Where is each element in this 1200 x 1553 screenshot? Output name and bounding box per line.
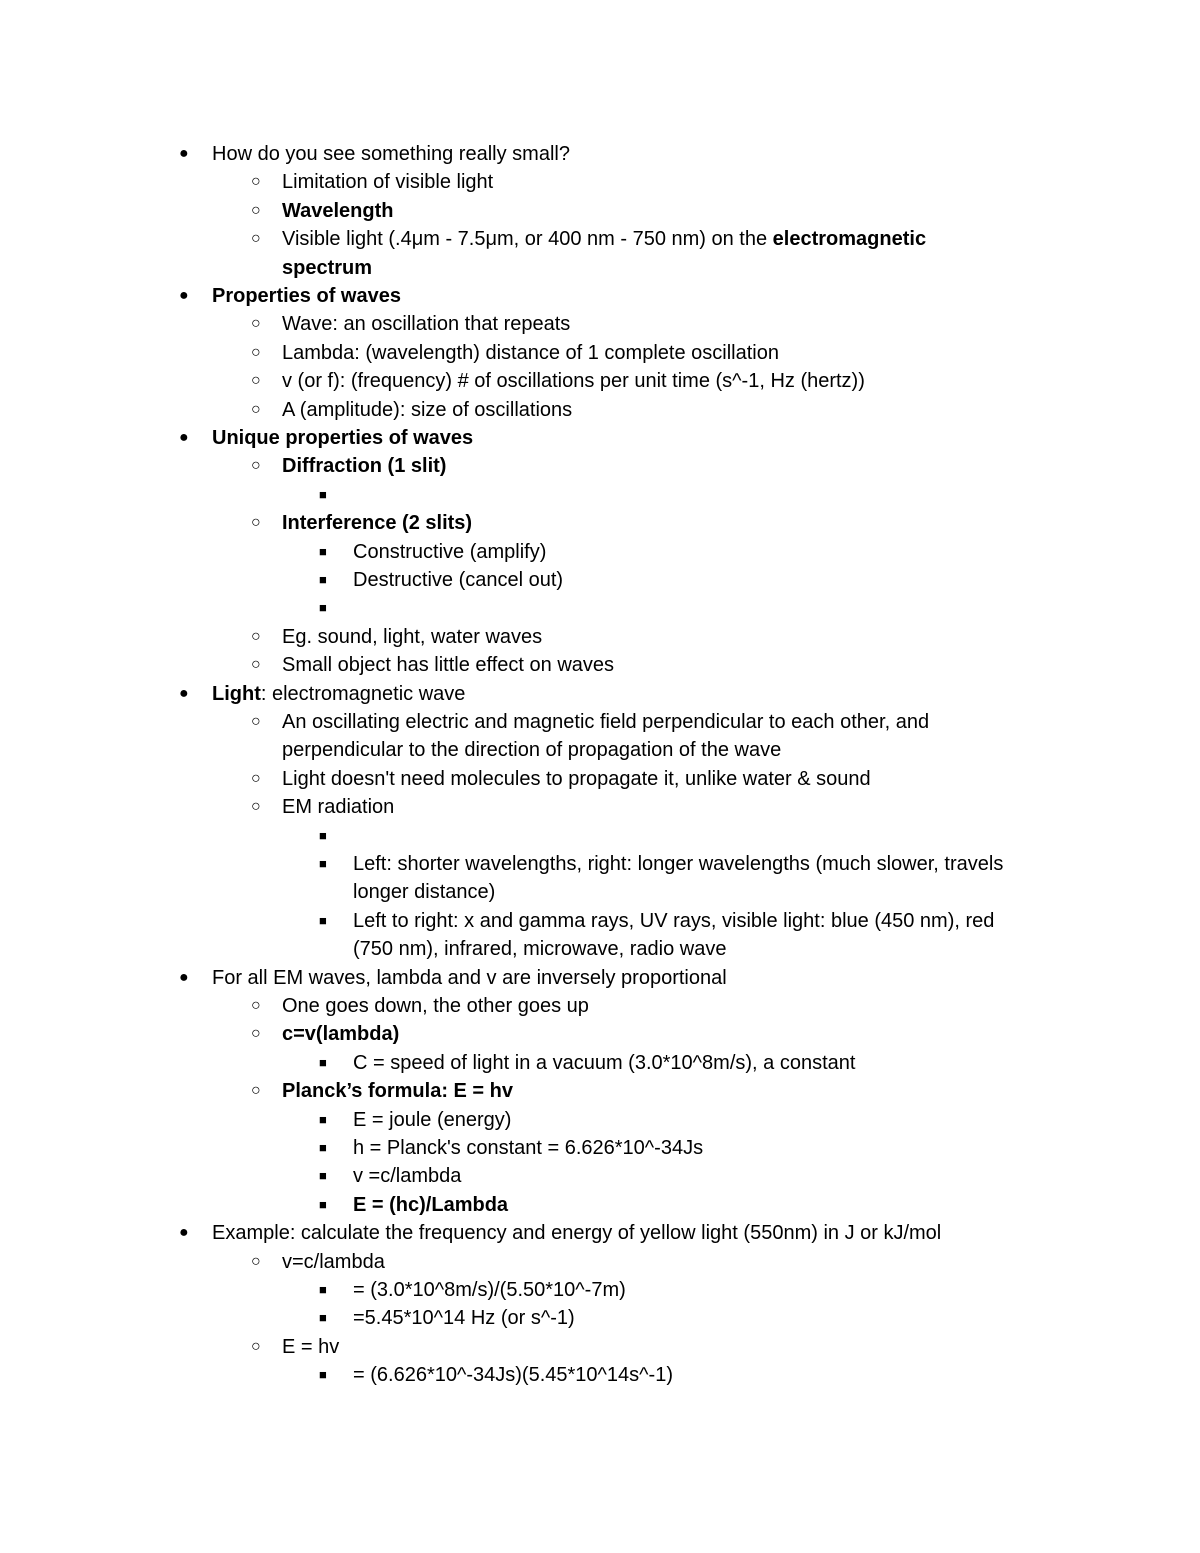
bullet-icon: ■ <box>319 1168 327 1184</box>
list-item <box>251 1020 400 1048</box>
list-item <box>251 310 571 338</box>
bold-text: Planck’s formula: E = hv <box>282 1080 514 1103</box>
text: v =c/lambda <box>353 1165 462 1188</box>
bullet-icon: ■ <box>319 543 327 559</box>
bullet-icon: ○ <box>251 627 261 645</box>
list-item <box>179 680 466 708</box>
bullet-icon: ■ <box>319 856 327 871</box>
bullet-icon: ■ <box>319 1111 327 1127</box>
text: How do you see something really small? <box>212 143 570 165</box>
list-item <box>251 168 494 196</box>
bullet-icon: ■ <box>319 1282 327 1297</box>
bold-text: Unique properties of waves <box>212 427 474 449</box>
list-item <box>319 566 564 594</box>
text: An oscillating electric and magnetic field perpendicular to each other, and <box>282 711 930 733</box>
list-item <box>319 1049 856 1077</box>
text: =5.45*10^14 Hz (or s^-1) <box>353 1307 575 1330</box>
bullet-icon: ● <box>179 287 189 304</box>
text: Left to right: x and gamma rays, UV rays, visible light: blue (450 nm), red <box>353 909 995 932</box>
list-item <box>251 225 927 253</box>
text: = (3.0*10^8m/s)/(5.50*10^-7m) <box>353 1279 626 1301</box>
text: One goes down, the other goes up <box>282 995 589 1017</box>
bullet-icon: ○ <box>251 997 261 1014</box>
text: C = speed of light in a vacuum (3.0*10^8m/s), a constant <box>353 1051 856 1074</box>
list-item <box>319 907 995 935</box>
list-item-continuation <box>282 736 781 764</box>
bold-text: electromagnetic <box>772 228 927 251</box>
text: = (6.626*10^-34Js)(5.45*10^14s^-1) <box>353 1364 673 1387</box>
text: Destructive (cancel out) <box>353 569 564 591</box>
bullet-icon: ● <box>179 429 189 446</box>
list-item <box>251 992 589 1020</box>
list-item <box>179 424 474 452</box>
bold-text: Wavelength <box>282 199 394 222</box>
list-item <box>251 708 930 736</box>
list-item <box>319 538 547 566</box>
text: Example: calculate the frequency and energy of yellow light (550nm) in J or kJ/mol <box>212 1222 942 1245</box>
text: Left: shorter wavelengths, right: longer wavelengths (much slower, travels <box>353 853 1004 875</box>
list-item <box>179 964 727 992</box>
bullet-icon: ○ <box>251 173 261 191</box>
list-item <box>179 282 401 310</box>
list-item-continuation <box>282 254 372 282</box>
list-item <box>251 367 865 395</box>
list-item <box>319 1276 626 1304</box>
bullet-icon: ■ <box>319 1367 327 1383</box>
text: perpendicular to the direction of propagation of the wave <box>282 739 782 762</box>
bold-text: c=v(lambda) <box>282 1023 400 1046</box>
list-item <box>251 509 473 537</box>
bullet-icon: ● <box>179 684 189 702</box>
bold-text: Diffraction (1 slit) <box>282 455 447 478</box>
text: Small object has little effect on waves <box>282 654 615 677</box>
bullet-icon: ■ <box>319 600 327 616</box>
bullet-icon: ■ <box>319 827 327 843</box>
bullet-icon: ○ <box>251 457 261 475</box>
list-item <box>251 651 615 679</box>
text: Constructive (amplify) <box>353 540 547 563</box>
bullet-icon: ■ <box>319 1140 327 1155</box>
bold-text: E = (hc)/Lambda <box>353 1193 509 1216</box>
bullet-icon: ○ <box>251 230 261 248</box>
list-item <box>251 793 395 821</box>
bullet-icon: ● <box>179 1224 189 1242</box>
list-item <box>251 197 394 225</box>
bullet-icon: ○ <box>251 372 261 390</box>
bullet-icon: ■ <box>319 486 327 502</box>
list-item <box>251 339 779 367</box>
list-item <box>251 452 447 480</box>
bullet-icon: ○ <box>251 769 261 787</box>
bold-text: spectrum <box>282 256 373 279</box>
bullet-icon: ■ <box>319 912 327 928</box>
list-item <box>251 1077 514 1105</box>
bullet-icon: ○ <box>251 1082 261 1100</box>
bullet-icon: ○ <box>251 201 261 219</box>
text: longer distance) <box>353 881 496 904</box>
text: EM radiation <box>282 796 395 819</box>
text: Light doesn't need molecules to propagate it, unlike water & sound <box>282 767 871 790</box>
text: v (or f): (frequency) # of oscillations per unit time (s^-1, Hz (hertz)) <box>282 370 865 393</box>
list-item <box>319 850 1004 878</box>
bullet-icon: ■ <box>319 1054 327 1070</box>
bullet-icon: ○ <box>251 400 261 418</box>
bullet-icon: ○ <box>251 343 261 361</box>
list-item <box>251 1333 340 1361</box>
list-item <box>251 396 573 424</box>
list-item <box>319 1162 462 1190</box>
text: E = hv <box>282 1335 340 1358</box>
bullet-icon: ■ <box>319 572 327 587</box>
text: E = joule (energy) <box>353 1108 512 1131</box>
list-item-continuation <box>353 878 495 906</box>
text: Limitation of visible light <box>282 171 494 194</box>
bullet-icon: ○ <box>251 514 261 532</box>
bullet-icon: ○ <box>251 798 261 816</box>
list-item <box>319 1304 575 1332</box>
bullet-icon: ■ <box>319 1196 327 1212</box>
text: Lambda: (wavelength) distance of 1 complete oscillation <box>282 341 779 364</box>
bullet-icon: ■ <box>319 1310 327 1326</box>
text: Wave: an oscillation that repeats <box>282 313 571 336</box>
text: v=c/lambda <box>282 1250 385 1273</box>
list-item <box>179 140 570 168</box>
text: Eg. sound, light, water waves <box>282 625 543 648</box>
bullet-icon: ○ <box>251 315 261 333</box>
text: : electromagnetic wave <box>260 682 466 705</box>
bullet-icon: ○ <box>251 656 261 674</box>
list-item <box>319 1191 509 1219</box>
text: For all EM waves, lambda and v are inversely proportional <box>212 966 727 989</box>
list-item-continuation <box>353 935 726 963</box>
list-item <box>251 623 543 651</box>
bullet-icon: ● <box>179 145 189 162</box>
list-item <box>251 1248 385 1276</box>
list-item <box>319 1134 704 1162</box>
bold-text: Interference (2 slits) <box>282 512 473 535</box>
bold-text: Light <box>212 682 261 705</box>
text: h = Planck's constant = 6.626*10^-34Js <box>353 1137 704 1159</box>
list-item <box>179 1219 942 1247</box>
bullet-icon: ● <box>179 968 189 986</box>
bullet-icon: ○ <box>251 1025 261 1043</box>
list-item <box>251 765 871 793</box>
list-item <box>319 1106 512 1134</box>
bullet-icon: ○ <box>251 1252 261 1270</box>
list-item <box>319 1361 673 1389</box>
bullet-icon: ○ <box>251 1337 261 1355</box>
text: A (amplitude): size of oscillations <box>282 398 573 421</box>
bullet-icon: ○ <box>251 713 261 730</box>
text: Visible light (.4μm - 7.5μm, or 400 nm - 750 nm) on the <box>282 228 773 251</box>
bold-text: Properties of waves <box>212 285 401 307</box>
text: (750 nm), infrared, microwave, radio wave <box>353 938 727 961</box>
